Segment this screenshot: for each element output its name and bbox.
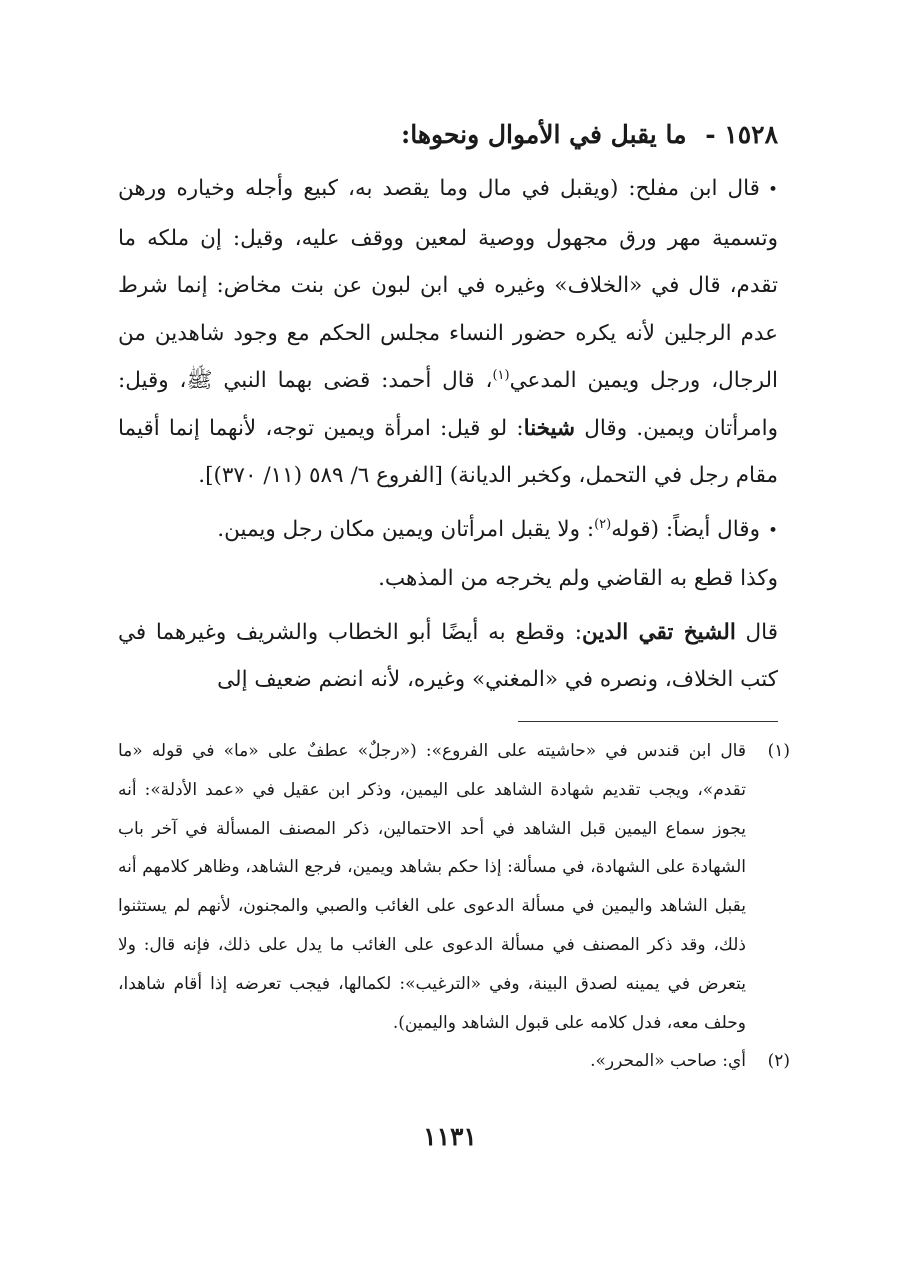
paragraph: وكذا قطع به القاضي ولم يخرجه من المذهب. [378,566,778,591]
footnote-text: أي: صاحب «المحرر». [590,1051,746,1072]
paragraph: قال الشيخ تقي الدين: وقطع به أيضًا أبو الخطاب والشريف وغيرهما في كتب الخلاف، ونصره في «المغني» وغيره، لأنه انضم ضعيف إلى [118,619,778,692]
bold-term: الشيخ تقي الدين [582,619,736,645]
section-heading [122,110,778,160]
main-text [118,165,778,704]
footnote [118,732,790,1042]
footnote-number: (١) [767,741,790,761]
footnote-ref: (٢) [594,516,612,532]
paragraph: •وقال أيضاً: (قوله$^{(٢)}$: ولا يقبل امرأتان ويمين مكان رجل ويمين. [217,516,778,542]
footnote-number: (٢) [767,1051,790,1072]
page-number: ١١٣١ [423,1122,477,1151]
footnote-text: قال ابن قندس في «حاشيته على الفروع»: («رجلٌ» عطفٌ على «ما» في قوله «ما تقدم»، ويجب تقديم شهادة الشاهد على اليمين، وذكر ابن عقيل في «عمد الأدلة»: أنه يجوز سماع اليمين قبل الشاهد في أحد الاحتمالين، ذكر المصنف المسألة في آخر باب الشهادة على الشهادة، في مسألة: إذا حكم بشاهد ويمين، فرجع الشاهد، وظاهر كلامهم أنه يقبل الشاهد واليمين في مسألة الدعوى على الغائب والصبي والمجنون، لأنهم لم يستثنوا ذلك، وقد ذكر المصنف في مسألة الدعوى على الغائب ما يدل على ذلك، فإنه قال: ولا يتعرض في يمينه لصدق البينة، وفي «الترغيب»: لكمالها، فيجب تعرضه إذا أقام شاهدا، وحلف معه، فدل كلامه على قبول الشاهد واليمين). [118,741,746,1033]
bullet-icon: • [767,520,778,541]
footnote-divider [518,721,778,722]
section-title: ما يقبل في الأموال ونحوها: [401,120,687,149]
footnote [118,1042,790,1081]
paragraph: •قال ابن مفلح: (ويقبل في مال وما يقصد به، كبيع وأجله وخياره ورهن وتسمية مهر ورق مجهول ووصية لمعين ووقف عليه، وقيل: إن ملكه ما تقدم، قال في «الخلاف» وغيره في ابن لبون عن بنت مخاض: إنما شرط عدم الرجلين لأنه يكره حضور النساء مجلس الحكم مع وجود شاهدين من الرجال، ورجل ويمين المدعي$^{(١)}$، قال أحمد: قضى بهما النبي ﷺ، وقيل: وامرأتان ويمين. وقال شيخنا: لو قيل: امرأة ويمين توجه، لأنهما إنما أقيما مقام رجل في التحمل، وكخبر الديانة) [الفروع ٦/ ٥٨٩ (١١/ ٣٧٠)]. [118,176,778,488]
footnotes [118,732,790,1081]
section-number: ١٥٢٨ - [705,120,778,149]
bullet-icon: • [767,180,778,200]
footnote-ref: (١) [492,367,510,383]
bold-term: شيخنا [523,415,576,441]
